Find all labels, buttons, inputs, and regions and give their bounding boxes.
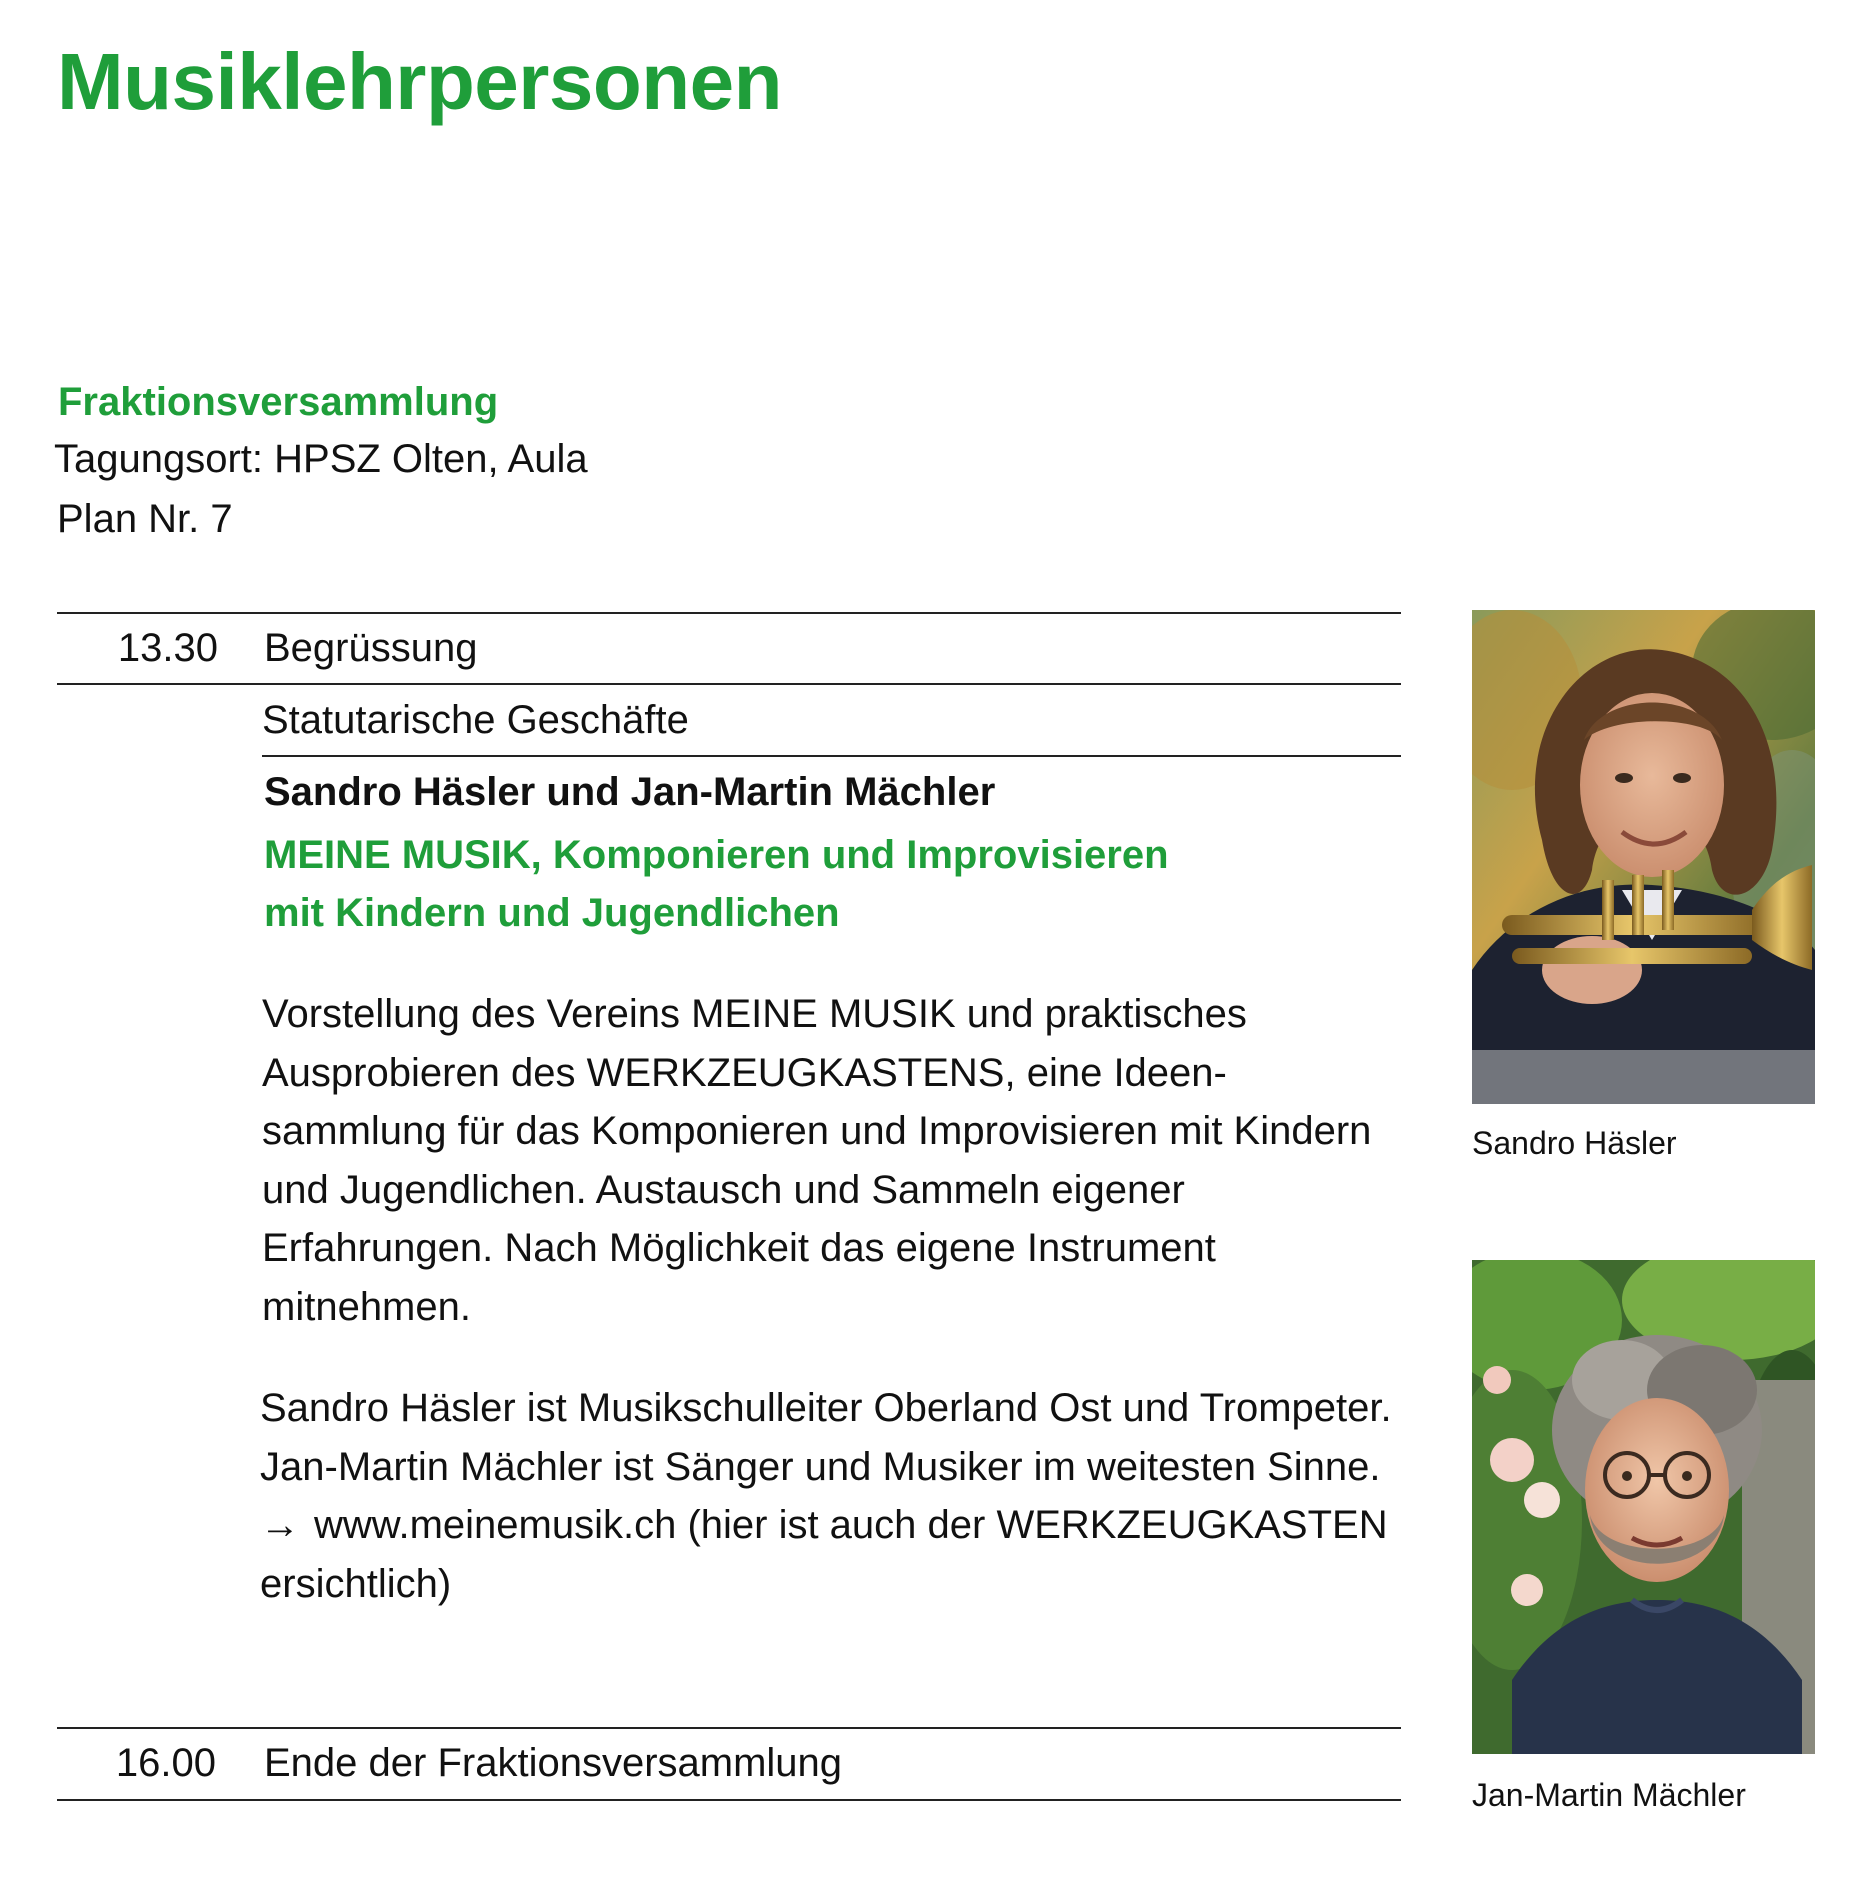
website-link[interactable] [260, 1496, 1400, 1613]
website-link-text[interactable]: www.meinemusik.ch (hier ist auch der WERKZEUGKASTEN ersichtlich) [260, 1503, 1388, 1606]
table-rule-bottom [57, 1799, 1401, 1801]
section-title: Fraktionsversammlung [58, 380, 499, 424]
session-speakers: Sandro Häsler und Jan-Martin Mächler [264, 770, 996, 814]
plan-number: Plan Nr. 7 [57, 497, 233, 541]
session-title-line-1: MEINE MUSIK, Komponieren und Improvisieren [264, 833, 1169, 877]
page-title: Musiklehrpersonen [57, 37, 783, 126]
schedule-time-start: 13.30 [117, 626, 218, 670]
venue-line: Tagungsort: HPSZ Olten, Aula [54, 437, 588, 481]
photo-sandro-haesler [1472, 610, 1815, 1104]
schedule-item-statutory: Statutarische Geschäfte [262, 698, 689, 742]
bio-jan-martin: Jan-Martin Mächler ist Sänger und Musiker im weitesten Sinne. [260, 1444, 1381, 1489]
session-bio [260, 1379, 1400, 1613]
arrow-right-icon: → [260, 1503, 300, 1547]
caption-jan-martin-maechler: Jan-Martin Mächler [1472, 1777, 1746, 1813]
schedule-item-end: Ende der Fraktionsversammlung [264, 1741, 843, 1785]
table-rule-top [57, 612, 1401, 614]
table-rule-row3 [57, 1727, 1401, 1729]
portrait-illustration-sandro [1472, 610, 1815, 1104]
session-title [264, 826, 1384, 942]
schedule-item-greeting: Begrüssung [264, 626, 478, 670]
session-title-line-2: mit Kindern und Jugendlichen [264, 891, 840, 935]
table-rule-row1 [57, 683, 1401, 685]
schedule-time-end: 16.00 [115, 1741, 216, 1785]
table-rule-row2 [262, 755, 1401, 757]
photo-jan-martin-maechler [1472, 1260, 1815, 1754]
portrait-illustration-jan-martin [1472, 1260, 1815, 1754]
bio-sandro: Sandro Häsler ist Musikschulleiter Oberland Ost und Trompeter. [260, 1386, 1392, 1430]
session-description: Vorstellung des Vereins MEINE MUSIK und praktisches Ausprobieren des WERKZEUGKASTENS, eine Ideensammlung für das Komponieren und Improvisieren mit Kindern und Jugendlichen. Austausch und Sammeln eigener Erfahrungen. Nach Möglichkeit das eigene Instrument mitnehmen. [262, 992, 1372, 1329]
caption-sandro-haesler: Sandro Häsler [1472, 1125, 1677, 1161]
